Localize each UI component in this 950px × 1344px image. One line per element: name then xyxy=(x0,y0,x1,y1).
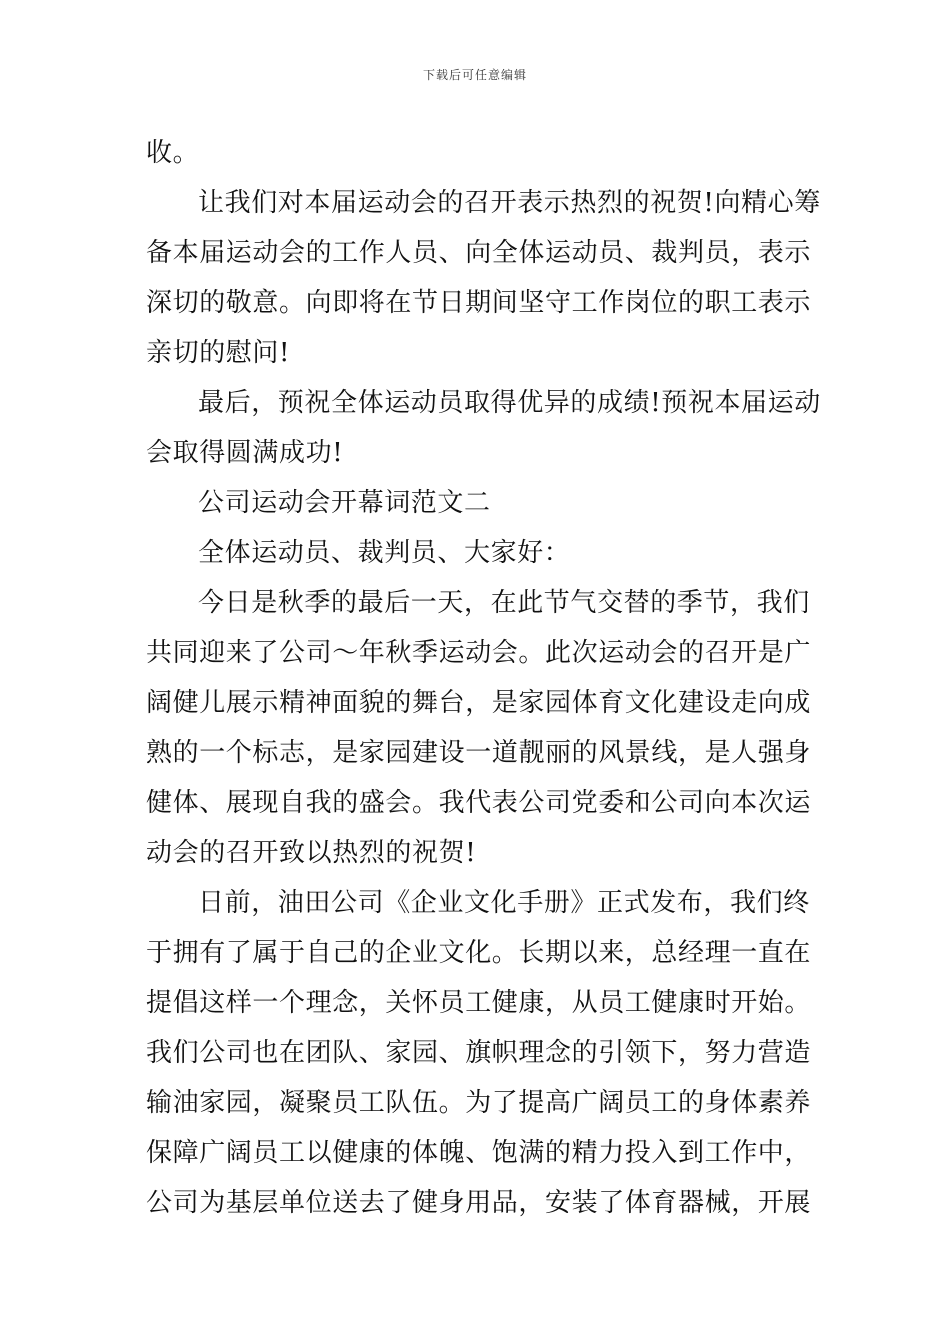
page-header: 下载后可任意编辑 xyxy=(422,68,527,82)
text-line: 阔健儿展示精神面貌的舞台，是家园体育文化建设走向成 xyxy=(146,688,812,718)
text-line: 共同迎来了公司～年秋季运动会。此次运动会的召开是广 xyxy=(146,638,812,668)
paragraph-start-line: 日前，油田公司《企业文化手册》正式发布，我们终 xyxy=(198,888,810,918)
text-line: 输油家园，凝聚员工队伍。为了提高广阔员工的身体素养 xyxy=(146,1088,812,1118)
salutation-line: 全体运动员、裁判员、大家好： xyxy=(198,538,571,568)
text-line: 深切的敬意。向即将在节日期间坚守工作岗位的职工表示 xyxy=(146,288,812,318)
text-line: 亲切的慰问! xyxy=(146,338,291,368)
text-line: 收。 xyxy=(146,138,200,168)
text-line: 保障广阔员工以健康的体魄、饱满的精力投入到工作中， xyxy=(146,1138,812,1168)
text-line: 健体、展现自我的盛会。我代表公司党委和公司向本次运 xyxy=(146,788,812,818)
paragraph-start-line: 最后，预祝全体运动员取得优异的成绩!预祝本届运动 xyxy=(198,388,821,418)
text-line: 我们公司也在团队、家园、旗帜理念的引领下，努力营造 xyxy=(146,1038,812,1068)
text-line: 公司为基层单位送去了健身用品，安装了体育器械，开展 xyxy=(146,1188,812,1218)
text-line: 熟的一个标志，是家园建设一道靓丽的风景线，是人强身 xyxy=(146,738,812,768)
text-line: 备本届运动会的工作人员、向全体运动员、裁判员，表示 xyxy=(146,238,812,268)
text-line: 提倡这样一个理念，关怀员工健康，从员工健康时开始。 xyxy=(146,988,812,1018)
paragraph-start-line: 今日是秋季的最后一天，在此节气交替的季节，我们 xyxy=(198,588,810,618)
section-heading: 公司运动会开幕词范文二 xyxy=(198,488,491,518)
text-line: 于拥有了属于自己的企业文化。长期以来，总经理一直在 xyxy=(146,938,812,968)
text-line: 动会的召开致以热烈的祝贺! xyxy=(146,838,477,868)
document-body xyxy=(146,128,821,1228)
paragraph-start-line: 让我们对本届运动会的召开表示热烈的祝贺!向精心筹 xyxy=(198,188,821,218)
text-line: 会取得圆满成功! xyxy=(146,438,344,468)
